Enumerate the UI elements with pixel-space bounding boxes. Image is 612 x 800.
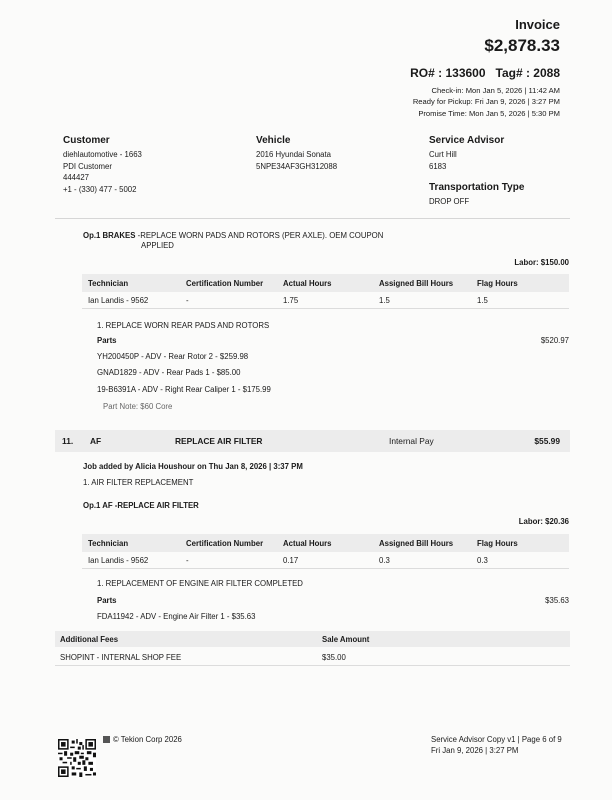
op1-story: 1. REPLACE WORN REAR PADS AND ROTORS	[97, 321, 270, 330]
op11-amount: $55.99	[534, 436, 560, 446]
table-row	[55, 649, 570, 666]
table-row	[82, 552, 569, 569]
customer-heading: Customer	[63, 135, 110, 146]
customer-phone: +1 - (330) 477 - 5002	[63, 184, 137, 194]
table-row	[82, 292, 569, 309]
col-technician: Technician	[88, 538, 129, 548]
col-assigned-hours: Assigned Bill Hours	[379, 278, 454, 288]
op1-code: Op.1 BRAKES	[83, 231, 136, 240]
list-item: YH200450P - ADV - Rear Rotor 2 - $259.98	[97, 352, 249, 361]
copy-page-text: Service Advisor Copy v1 | Page 6 of 9	[431, 735, 562, 744]
advisor-id: 6183	[429, 161, 447, 171]
col-assigned-hours: Assigned Bill Hours	[379, 538, 454, 548]
op11-bar	[55, 430, 570, 452]
list-item: GNAD1829 - ADV - Rear Pads 1 - $85.00	[97, 368, 241, 377]
invoice-header	[410, 16, 560, 120]
transport-type: DROP OFF	[429, 197, 470, 207]
tekion-logo-icon	[103, 736, 110, 743]
op1-title	[83, 231, 423, 251]
printed-time: Fri Jan 9, 2026 | 3:27 PM	[431, 745, 519, 755]
fees-heading: Additional Fees	[60, 634, 119, 644]
customer-id: 444427	[63, 173, 90, 183]
op11-op-line: Op.1 AF -REPLACE AIR FILTER	[83, 501, 199, 510]
op1-labor: Labor: $150.00	[514, 258, 569, 267]
tech-table-header	[82, 274, 569, 292]
customer-block	[63, 135, 142, 195]
col-flag-hours: Flag Hours	[477, 278, 518, 288]
footer-copyright	[103, 735, 182, 744]
tech-assigned: 1.5	[379, 295, 390, 305]
op1-parts-label: Parts	[97, 336, 117, 345]
list-item: 19-B6391A - ADV - Right Rear Caliper 1 - $175.99	[97, 385, 271, 394]
footer-page-info	[431, 735, 562, 757]
tech-flag: 1.5	[477, 295, 488, 305]
op11-added-by: Job added by Alicia Houshour on Thu Jan 8, 2026 | 3:37 PM	[83, 462, 303, 471]
advisor-block	[429, 135, 524, 208]
col-technician: Technician	[88, 278, 129, 288]
ro-tag-number: RO# : 133600 Tag# : 2088	[410, 66, 560, 81]
tech-actual: 1.75	[283, 295, 299, 305]
document-type: Invoice	[515, 17, 560, 32]
op11-code: AF	[90, 436, 102, 446]
op11-pay-type: Internal Pay	[389, 436, 434, 446]
op1-desc-line2: APPLIED	[141, 241, 174, 251]
op11-concern: 1. AIR FILTER REPLACEMENT	[83, 478, 194, 487]
fee-name: SHOPINT - INTERNAL SHOP FEE	[60, 652, 182, 662]
fees-header	[55, 631, 570, 647]
op1-tech-table	[82, 274, 569, 309]
tech-assigned: 0.3	[379, 555, 390, 565]
list-item: FDA11942 - ADV - Engine Air Filter 1 - $35.63	[97, 612, 256, 621]
advisor-heading: Service Advisor	[429, 135, 505, 146]
vehicle-model: 2016 Hyundai Sonata	[256, 150, 331, 159]
transport-heading: Transportation Type	[429, 182, 525, 194]
op11-story: 1. REPLACEMENT OF ENGINE AIR FILTER COMPLETED	[97, 579, 303, 588]
invoice-total: $2,878.33	[484, 35, 560, 55]
tech-name: Ian Landis - 9562	[88, 555, 149, 565]
vehicle-block	[256, 135, 337, 172]
op11-parts-total: $35.63	[545, 596, 569, 605]
copyright-text: © Tekion Corp 2026	[113, 735, 182, 744]
tech-actual: 0.17	[283, 555, 299, 565]
qr-code-icon	[58, 739, 96, 777]
promise-time: Promise Time: Mon Jan 5, 2026 | 5:30 PM	[418, 109, 560, 119]
part-note: Part Note: $60 Core	[103, 402, 173, 411]
op11-name: REPLACE AIR FILTER	[175, 436, 263, 446]
col-actual-hours: Actual Hours	[283, 538, 332, 548]
sale-amount-heading: Sale Amount	[322, 634, 370, 644]
vehicle-heading: Vehicle	[256, 135, 291, 146]
op11-labor: Labor: $20.36	[518, 517, 569, 526]
col-flag-hours: Flag Hours	[477, 538, 518, 548]
customer-type: PDI Customer	[63, 161, 112, 171]
tech-table-header	[82, 534, 569, 552]
col-certification: Certification Number	[186, 278, 264, 288]
checkin-time: Check-in: Mon Jan 5, 2026 | 11:42 AM	[431, 85, 560, 95]
tech-name: Ian Landis - 9562	[88, 295, 149, 305]
op1-desc-line1: -REPLACE WORN PADS AND ROTORS (PER AXLE). OEM COUPON	[137, 231, 384, 240]
fee-amount: $35.00	[322, 652, 346, 662]
advisor-name: Curt Hill	[429, 150, 457, 159]
op11-tech-table	[82, 534, 569, 569]
op11-number: 11.	[62, 436, 74, 446]
customer-name: diehlautomotive - 1663	[63, 150, 142, 159]
op11-parts-label: Parts	[97, 596, 117, 605]
ready-time: Ready for Pickup: Fri Jan 9, 2026 | 3:27 PM	[412, 97, 560, 107]
tech-cert: -	[186, 295, 189, 305]
col-actual-hours: Actual Hours	[283, 278, 332, 288]
col-certification: Certification Number	[186, 538, 264, 548]
section-divider	[55, 218, 570, 219]
vehicle-vin: 5NPE34AF3GH312088	[256, 161, 338, 171]
tech-flag: 0.3	[477, 555, 488, 565]
tech-cert: -	[186, 555, 189, 565]
op1-parts-total: $520.97	[540, 336, 569, 345]
